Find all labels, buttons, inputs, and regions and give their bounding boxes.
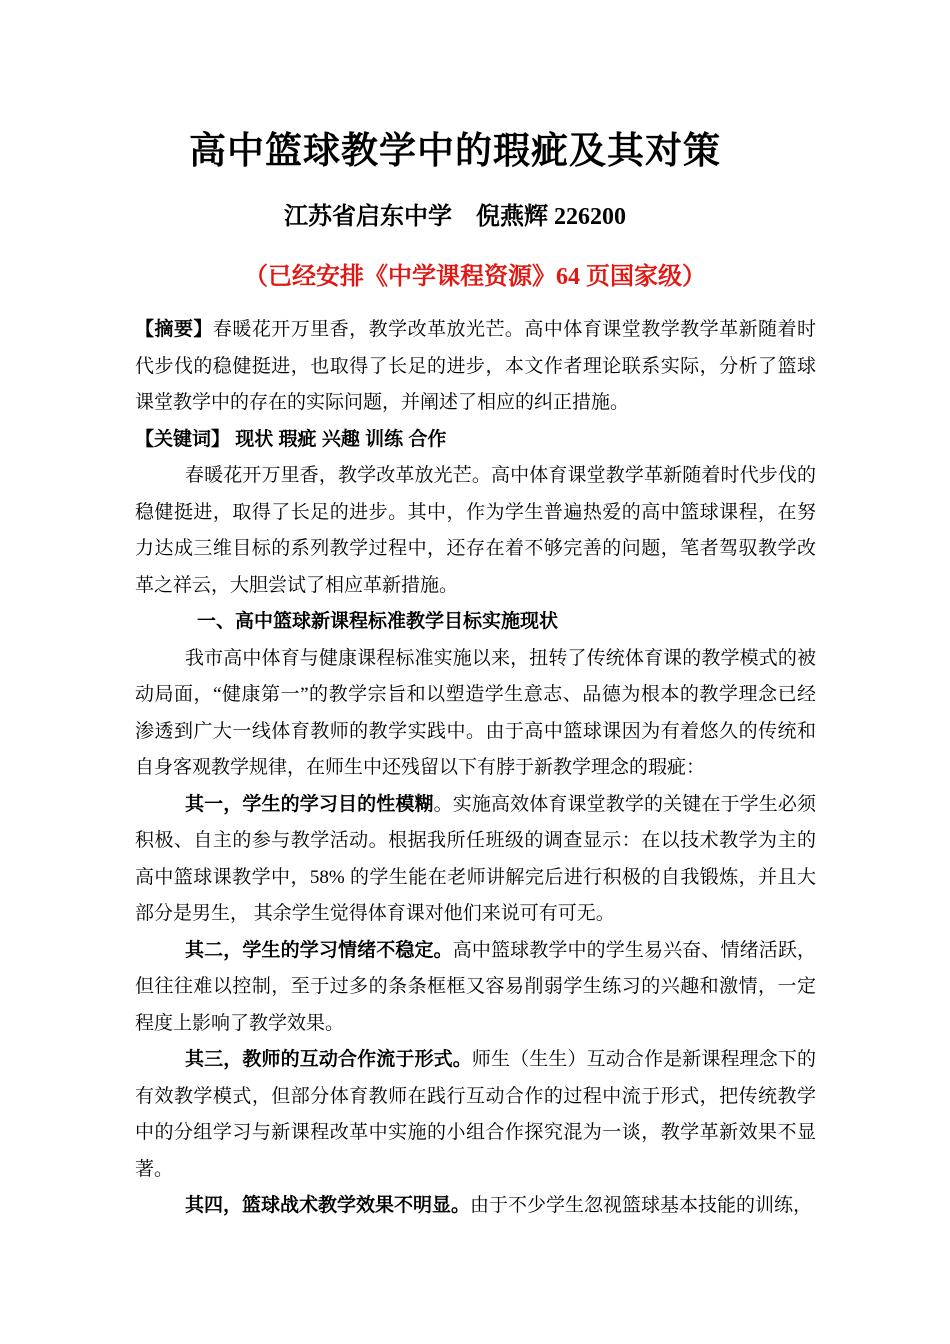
section-heading: 一、高中篮球新课程标准教学目标实施现状 [197,611,559,632]
paragraph-lead-bold: 其一，学生的学习目的性模糊 [185,793,434,815]
paragraph: 其三，教师的互动合作流于形式。师生（生生）互动合作是新课程理念下的有效教学模式，但部分体育教师在践行互动合作的过程中流于形式，把传统教学中的分组学习与新课程改革中实施的小组合作探究混为一谈，教学革新效果不显著。 [135,1049,816,1180]
publication-note: （已经安排《中学课程资源》64 页国家级） [244,264,706,290]
paragraph-lead-bold: 其三，教师的互动合作流于形式。 [185,1049,472,1070]
paragraph: 其二，学生的学习情绪不稳定。高中篮球教学中的学生易兴奋、情绪活跃，但往往难以控制，至于过多的条条框框又容易削弱学生练习的兴趣和激情，一定程度上影响了教学效果。 [135,939,816,1034]
paragraph: 春暖花开万里香，教学改革放光芒。高中体育课堂教学革新随着时代步伐的稳健挺进，取得了长足的进步。其中，作为学生普遍热爱的高中篮球课程，在努力达成三维目标的系列教学过程中，还存在着不够完善的问题，笔者驾驭教学改革之祥云，大胆尝试了相应革新措施。 [135,465,816,596]
document-body [135,312,816,1225]
paragraph-lead-bold: 【关键词】 现状 瑕疵 兴趣 训练 合作 [135,428,447,450]
paragraph-lead-bold: 其四，篮球战术教学效果不明显。 [185,1195,471,1216]
paragraph: 【摘要】春暖花开万里香，教学改革放光芒。高中体育课堂教学教学革新随着时代步伐的稳健挺进，也取得了长足的进步，本文作者理论联系实际，分析了篮球课堂教学中的存在的实际问题，并阐述了相应的纠正措施。 [135,319,816,413]
paragraph: 其一，学生的学习目的性模糊。实施高效体育课堂教学的关键在于学生必须积极、自主的参与教学活动。根据我所任班级的调查显示：在以技术教学为主的高中篮球课教学中，58% 的学生能在老师讲解完后进行积极的自我锻炼，并且大部分是男生， 其余学生觉得体育课对他们来说可有可无。 [135,793,816,924]
author-line: 江苏省启东中学 倪燕辉 226200 [284,204,626,230]
paragraph [135,422,816,459]
paragraph-lead-bold: 其二，学生的学习情绪不稳定。 [185,939,453,961]
paragraph: 其四，篮球战术教学效果不明显。由于不少学生忽视篮球基本技能的训练， [185,1195,813,1216]
paragraph: 我市高中体育与健康课程标准实施以来，扭转了传统体育课的教学模式的被动局面，“健康第一”的教学宗旨和以塑造学生意志、品德为根本的教学理念已经渗透到广大一线体育教师的教学实践中。由于高中篮球课因为有着悠久的传统和自身客观教学规律，在师生中还残留以下有脖于新教学理念的瑕疵： [135,647,816,778]
paragraph-lead-bold: 【摘要】 [135,319,213,340]
document-title: 高中篮球教学中的瑕疵及其对策 [189,130,721,171]
